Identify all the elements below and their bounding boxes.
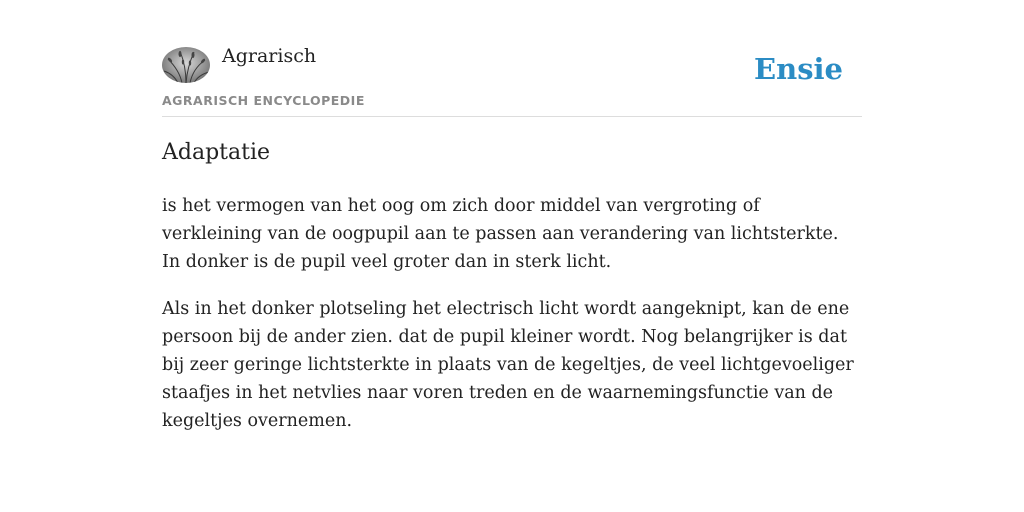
article-content: [162, 192, 862, 454]
page: [162, 0, 862, 431]
header: [162, 0, 862, 117]
article-title: Adaptatie: [162, 140, 271, 165]
article-paragraph: is het vermogen van het oog om zich door middel van vergroting of verkleining van de oogpupil aan te passen aan verandering van lichtsterkte. In donker is de pupil veel groter dan in sterk licht.: [162, 196, 839, 272]
article-paragraph: Als in het donker plotseling het electrisch licht wordt aangeknipt, kan de ene persoon bij de ander zien. dat de pupil kleiner wordt. Nog belangrijker is dat bij zeer geringe lichtsterkte in plaats van de kegeltjes, de veel lichtgevoeliger staafjes in het netvlies naar voren treden en de waarnemingsfunctie van de kegeltjes overnemen.: [162, 299, 854, 431]
brand-link[interactable]: Ensie: [754, 52, 843, 86]
site-subtitle: AGRARISCH ENCYCLOPEDIE: [162, 93, 365, 108]
wheat-logo-icon[interactable]: [162, 47, 210, 83]
site-name[interactable]: Agrarisch: [222, 45, 317, 67]
